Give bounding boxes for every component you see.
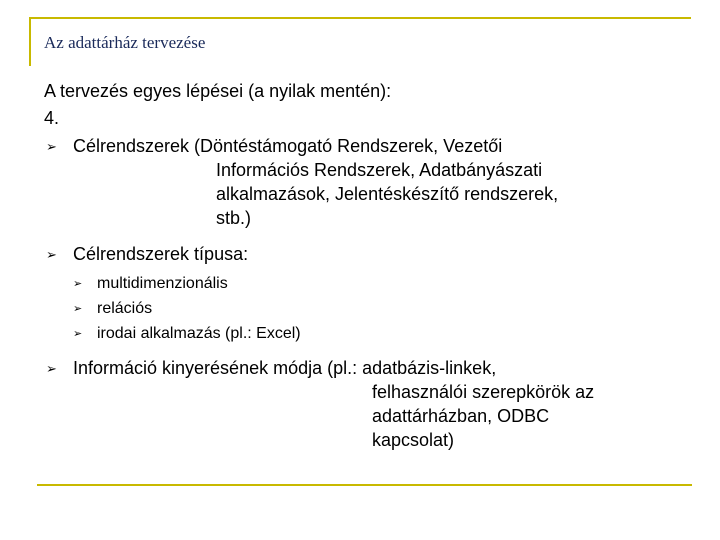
- bullet-1-line-4: stb.): [216, 208, 252, 228]
- step-number: 4.: [44, 108, 60, 128]
- slide-title: Az adattárház tervezése: [44, 33, 206, 52]
- bullet-3-line-1: Információ kinyerésének módja (pl.: adatbázis-linkek,: [73, 358, 497, 378]
- bullet-1-line-3: alkalmazások, Jelentéskészítő rendszerek,: [216, 184, 559, 204]
- bullet-3-line-4: kapcsolat): [372, 430, 455, 450]
- arrow-bullet-icon: ➢: [46, 139, 57, 154]
- bullet-1-line-2: Információs Rendszerek, Adatbányászati: [216, 160, 543, 180]
- footer-rule: [37, 484, 692, 486]
- bullet-3-line-2: felhasználói szerepkörök az: [372, 382, 595, 402]
- bullet-3-line-3: adattárházban, ODBC: [372, 406, 550, 426]
- arrow-bullet-icon: ➢: [73, 303, 83, 315]
- sub-item: irodai alkalmazás (pl.: Excel): [97, 325, 301, 342]
- arrow-bullet-icon: ➢: [46, 361, 57, 376]
- arrow-bullet-icon: ➢: [73, 328, 83, 340]
- sub-item: relációs: [97, 300, 153, 317]
- intro-text: A tervezés egyes lépései (a nyilak mentén):: [44, 81, 392, 101]
- sub-item: multidimenzionális: [97, 275, 228, 292]
- arrow-bullet-icon: ➢: [73, 278, 83, 290]
- bullet-2-line-1: Célrendszerek típusa:: [73, 244, 249, 264]
- title-top-rule: [29, 17, 691, 19]
- bullet-1-line-1: Célrendszerek (Döntéstámogató Rendszerek, Vezetői: [73, 136, 503, 156]
- title-left-rule: [29, 17, 31, 66]
- arrow-bullet-icon: ➢: [46, 247, 57, 262]
